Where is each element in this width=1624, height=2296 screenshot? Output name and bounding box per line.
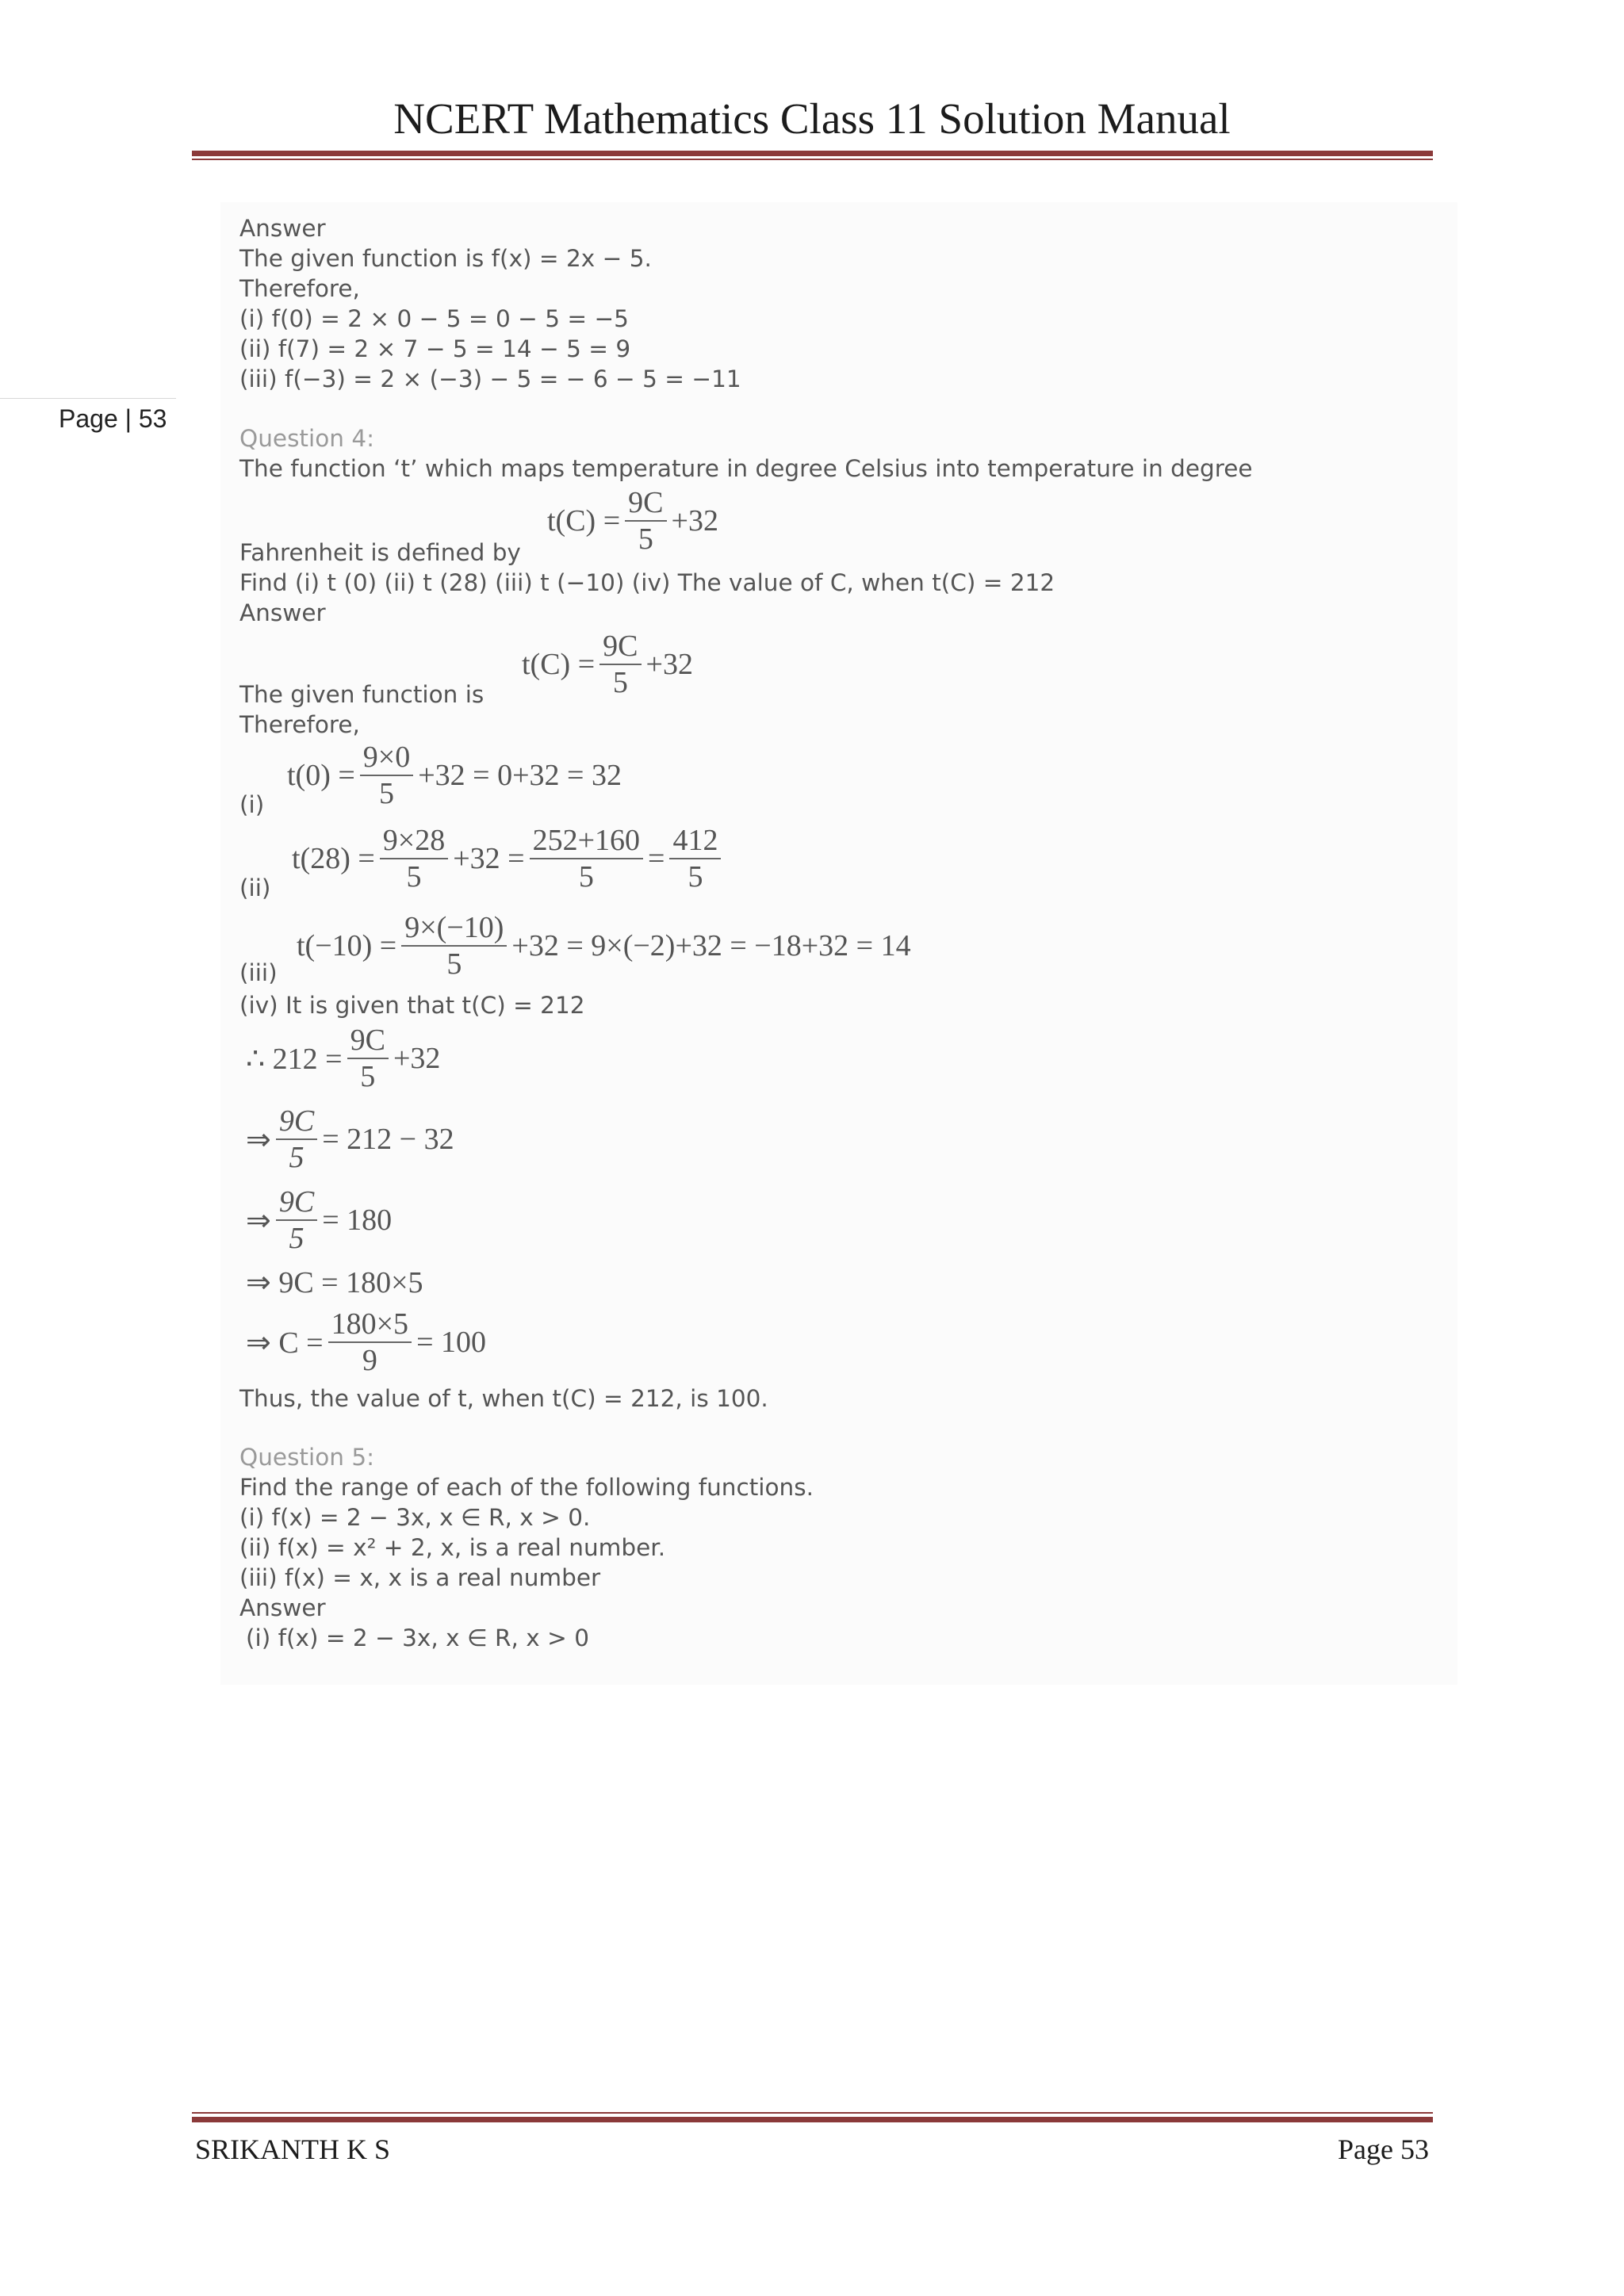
eq-lhs: ⇒ <box>246 1123 271 1157</box>
eq-text: ⇒ 9C = 180×5 <box>246 1266 423 1299</box>
step-3 <box>244 1186 393 1254</box>
given-equation <box>520 630 695 698</box>
given-function-text: The given function is <box>239 681 485 708</box>
eq-lhs: ⇒ C = <box>246 1326 324 1360</box>
eq-lhs: ∴ 212 = <box>246 1042 343 1076</box>
conclusion-text: Thus, the value of t, when t(C) = 212, is 100. <box>239 1385 768 1412</box>
fraction <box>276 1105 317 1173</box>
numerator: 9C <box>625 487 666 522</box>
answer-part-iii: (iii) f(−3) = 2 × (−3) − 5 = − 6 − 5 = −11 <box>239 365 741 392</box>
therefore-label: Therefore, <box>239 711 360 738</box>
denominator: 5 <box>638 522 653 556</box>
therefore-label: Therefore, <box>239 275 360 302</box>
eq-rhs: = 100 <box>416 1326 486 1359</box>
fraction <box>625 487 666 555</box>
numerator: 412 <box>669 825 721 859</box>
answer-part-ii: (ii) f(7) = 2 × 7 − 5 = 14 − 5 = 9 <box>239 335 631 362</box>
question-5-heading: Question 5: <box>239 1444 375 1471</box>
fraction <box>669 825 721 893</box>
fraction <box>360 741 413 809</box>
denominator: 9 <box>362 1344 377 1377</box>
label-i: (i) <box>239 791 265 818</box>
step-4 <box>244 1265 425 1300</box>
margin-divider <box>0 398 176 399</box>
eq-equals: = <box>648 842 665 875</box>
eq-mid: +32 = <box>453 842 525 875</box>
eq-rhs: +32 <box>671 504 718 538</box>
part-iv-text: (iv) It is given that t(C) = 212 <box>239 992 585 1019</box>
numerator: 9C <box>599 630 641 665</box>
question-5-part-iii: (iii) f(x) = x, x is a real number <box>239 1564 601 1591</box>
denominator: 5 <box>289 1141 304 1174</box>
fraction <box>380 825 448 893</box>
eq-lhs: t(C) = <box>522 648 596 681</box>
denominator: 5 <box>578 860 594 894</box>
answer-label: Answer <box>239 215 326 242</box>
fraction <box>328 1308 412 1376</box>
header-rule <box>192 151 1433 156</box>
margin-page-label: Page | 53 <box>59 404 167 433</box>
step-5 <box>244 1308 488 1376</box>
eq-lhs: t(−10) = <box>297 929 397 962</box>
question-4-heading: Question 4: <box>239 425 375 452</box>
eq-rhs: +32 = 0+32 = 32 <box>418 759 622 792</box>
footer-author: SRIKANTH K S <box>195 2133 391 2165</box>
numerator: 9C <box>276 1105 317 1140</box>
eq-rhs: +32 <box>645 648 693 681</box>
question-4-text: The function ‘t’ which maps temperature in degree Celsius into temperature in degree <box>239 455 1253 482</box>
eq-lhs: t(0) = <box>287 759 355 792</box>
answer-label: Answer <box>239 1594 326 1621</box>
answer-part-i: (i) f(x) = 2 − 3x, x ∈ R, x > 0 <box>246 1624 590 1651</box>
answer-label: Answer <box>239 599 326 626</box>
footer-rule <box>192 2117 1433 2122</box>
fraction <box>347 1024 389 1093</box>
given-function: The given function is f(x) = 2x − 5. <box>239 245 652 272</box>
eq-rhs: +32 = 9×(−2)+32 = −18+32 = 14 <box>511 929 911 962</box>
numerator: 9×28 <box>380 825 448 859</box>
fraction <box>276 1186 317 1254</box>
question-5-part-ii: (ii) f(x) = x² + 2, x, is a real number. <box>239 1534 666 1561</box>
eq-rhs: = 212 − 32 <box>322 1123 454 1156</box>
fahrenheit-text: Fahrenheit is defined by <box>239 539 521 566</box>
numerator: 180×5 <box>328 1308 412 1343</box>
footer-page-number: Page 53 <box>1338 2133 1429 2165</box>
definition-equation <box>546 487 720 555</box>
fraction <box>599 630 641 698</box>
fraction <box>401 912 507 980</box>
fraction <box>530 825 643 893</box>
denominator: 5 <box>612 666 628 699</box>
page-title: NCERT Mathematics Class 11 Solution Manual <box>393 94 1231 143</box>
denominator: 5 <box>688 860 703 894</box>
footer-rule-thin <box>192 2112 1433 2114</box>
eq-lhs: t(C) = <box>547 504 621 538</box>
eq-rhs: = 180 <box>322 1203 393 1237</box>
answer-part-i: (i) f(0) = 2 × 0 − 5 = 0 − 5 = −5 <box>239 305 629 332</box>
header-rule-thin <box>192 159 1433 160</box>
find-text: Find (i) t (0) (ii) t (28) (iii) t (−10) (iv) The value of C, when t(C) = 212 <box>239 569 1055 596</box>
step-2 <box>244 1105 456 1173</box>
numerator: 9C <box>276 1186 317 1221</box>
denominator: 5 <box>406 860 422 894</box>
eq-rhs: +32 <box>393 1042 441 1075</box>
denominator: 5 <box>289 1222 304 1255</box>
numerator: 9C <box>347 1024 389 1059</box>
denominator: 5 <box>379 777 395 810</box>
eq-lhs: t(28) = <box>292 842 375 875</box>
denominator: 5 <box>360 1060 376 1093</box>
equation-i <box>285 741 623 809</box>
equation-iii <box>295 912 913 980</box>
eq-lhs: ⇒ <box>246 1203 271 1238</box>
question-5-text: Find the range of each of the following functions. <box>239 1474 814 1501</box>
label-ii: (ii) <box>239 874 271 901</box>
equation-ii <box>290 825 724 893</box>
question-5-part-i: (i) f(x) = 2 − 3x, x ∈ R, x > 0. <box>239 1504 591 1531</box>
numerator: 252+160 <box>530 825 643 859</box>
numerator: 9×0 <box>360 741 413 776</box>
numerator: 9×(−10) <box>401 912 507 947</box>
denominator: 5 <box>446 947 462 981</box>
label-iii: (iii) <box>239 959 278 986</box>
step-1 <box>244 1024 442 1093</box>
